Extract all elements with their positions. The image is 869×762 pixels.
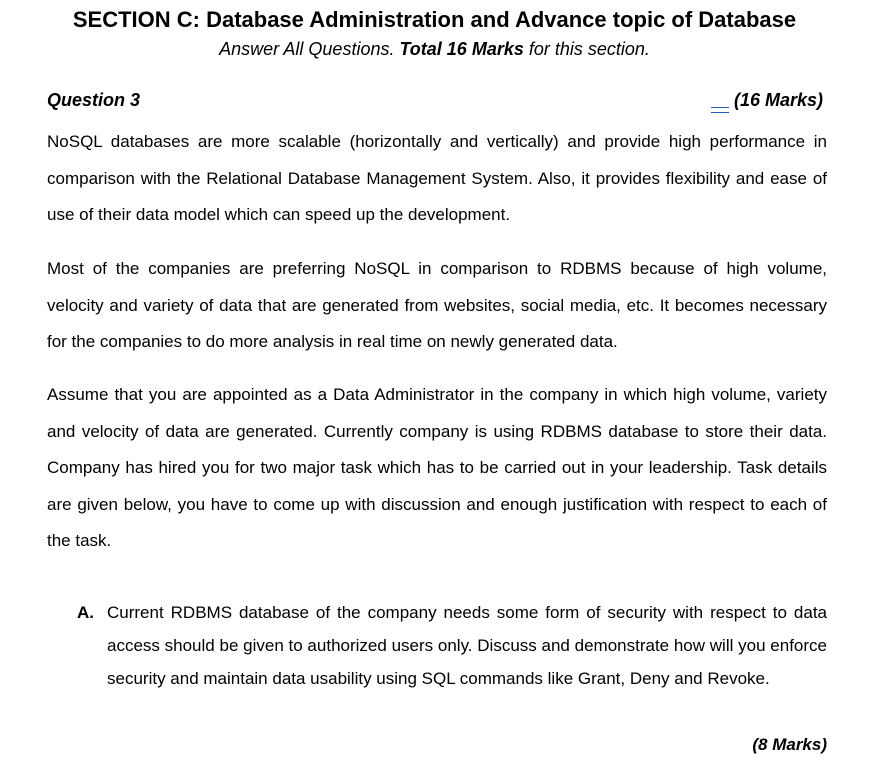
paragraph-assumption: Assume that you are appointed as a Data Administrator in the company in which high volume, variety and velocity of data are generated. Currently company is using RDBMS database to store their data. Company has hired you for two major task which has to be carried out in your leadership. Task details are given below, you have to come up with discussion and enough justification with respect to each of the task.	[47, 385, 827, 550]
subtitle-end: for this section.	[523, 39, 650, 59]
task-a-marks: (8 Marks)	[752, 735, 827, 754]
task-a-letter: A.	[77, 603, 94, 622]
question-label: Question 3	[47, 90, 141, 110]
task-a	[77, 596, 827, 695]
task-a-text: Current RDBMS database of the company needs some form of security with respect to data access should be given to authorized users only. Discuss and demonstrate how will you enforce security and maintain data usability using SQL commands like Grant, Deny and Revoke.	[107, 603, 827, 688]
question-marks: (16 Marks)	[733, 90, 823, 110]
section-title: SECTION C: Database Administration and Advance topic of Database	[72, 7, 797, 32]
subtitle-start: Answer All Questions.	[219, 39, 400, 59]
question-header	[47, 87, 827, 113]
edit-marker-icon	[711, 107, 729, 113]
paragraph-nosql-scalability: NoSQL databases are more scalable (horizontally and vertically) and provide high performance in comparison with the Relational Database Management System. Also, it provides flexibility and ease of use of their data model which can speed up the development.	[47, 132, 827, 224]
paragraph-companies-preference: Most of the companies are preferring NoSQL in comparison to RDBMS because of high volume, velocity and variety of data that are generated from websites, social media, etc. It becomes necessary for the companies to do more analysis in real time on newly generated data.	[47, 259, 827, 351]
section-subtitle	[0, 36, 869, 62]
subtitle-total-marks: Total 16 Marks	[399, 39, 524, 59]
